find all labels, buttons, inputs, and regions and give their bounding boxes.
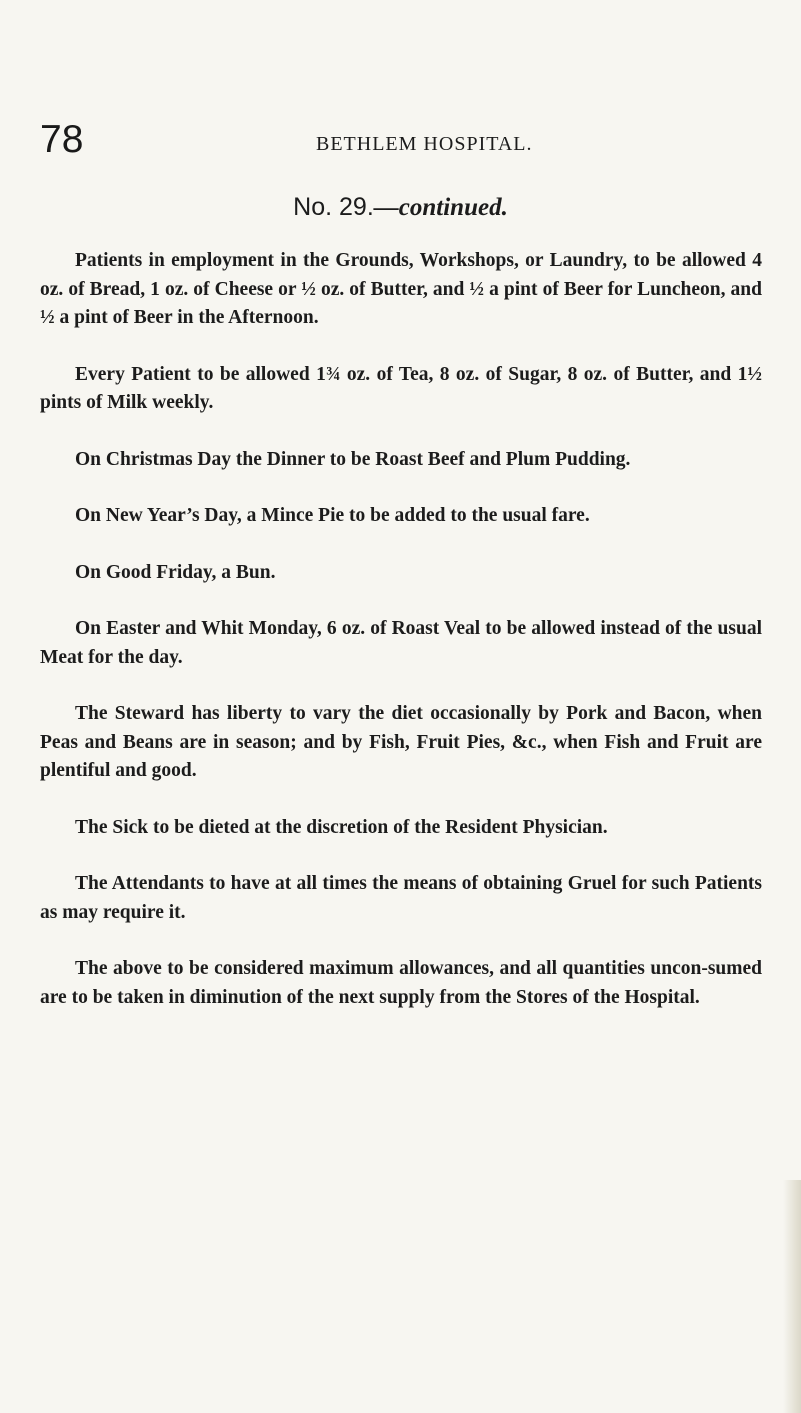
paragraph-attendants-gruel: The Attendants to have at all times the means of obtaining Gruel for such Patients as may require it. <box>40 873 762 923</box>
paragraph-steward-liberty: The Steward has liberty to vary the diet occasionally by Pork and Bacon, when Peas and Beans are in season; and by Fish, Fruit Pies, &c., when Fish and Fruit are plentiful and good. <box>40 703 762 781</box>
section-continued: —continued. <box>373 194 508 221</box>
paragraph-easter-whit-monday: On Easter and Whit Monday, 6 oz. of Roast Veal to be allowed instead of the usual Meat for the day. <box>40 618 762 668</box>
paragraph-maximum-allowances: The above to be considered maximum allowances, and all quantities uncon-sumed are to be taken in diminution of the next supply from the Stores of the Hospital. <box>40 958 762 1008</box>
section-number: No. 29. <box>293 193 374 221</box>
paragraph-employment-allowance: Patients in employment in the Grounds, Workshops, or Laundry, to be allowed 4 oz. of Bread, 1 oz. of Cheese or ½ oz. of Butter, and ½ a pint of Beer for Luncheon, and ½ a pint of Beer in the Afternoon. <box>40 250 762 328</box>
paragraph-sick-diet: The Sick to be dieted at the discretion of the Resident Physician. <box>75 816 608 838</box>
page-edge-shadow <box>783 1180 801 1413</box>
body-text <box>40 247 762 1012</box>
running-head: BETHLEM HOSPITAL. <box>316 133 533 155</box>
paragraph-new-year: On New Year’s Day, a Mince Pie to be added to the usual fare. <box>75 505 590 526</box>
paragraph-christmas: On Christmas Day the Dinner to be Roast Beef and Plum Pudding. <box>75 448 631 470</box>
paragraph-weekly-allowance: Every Patient to be allowed 1¾ oz. of Tea, 8 oz. of Sugar, 8 oz. of Butter, and 1½ pints of Milk weekly. <box>40 363 762 413</box>
section-heading <box>0 193 801 222</box>
paragraph-good-friday: On Good Friday, a Bun. <box>75 561 276 583</box>
page-number: 78 <box>40 118 84 161</box>
